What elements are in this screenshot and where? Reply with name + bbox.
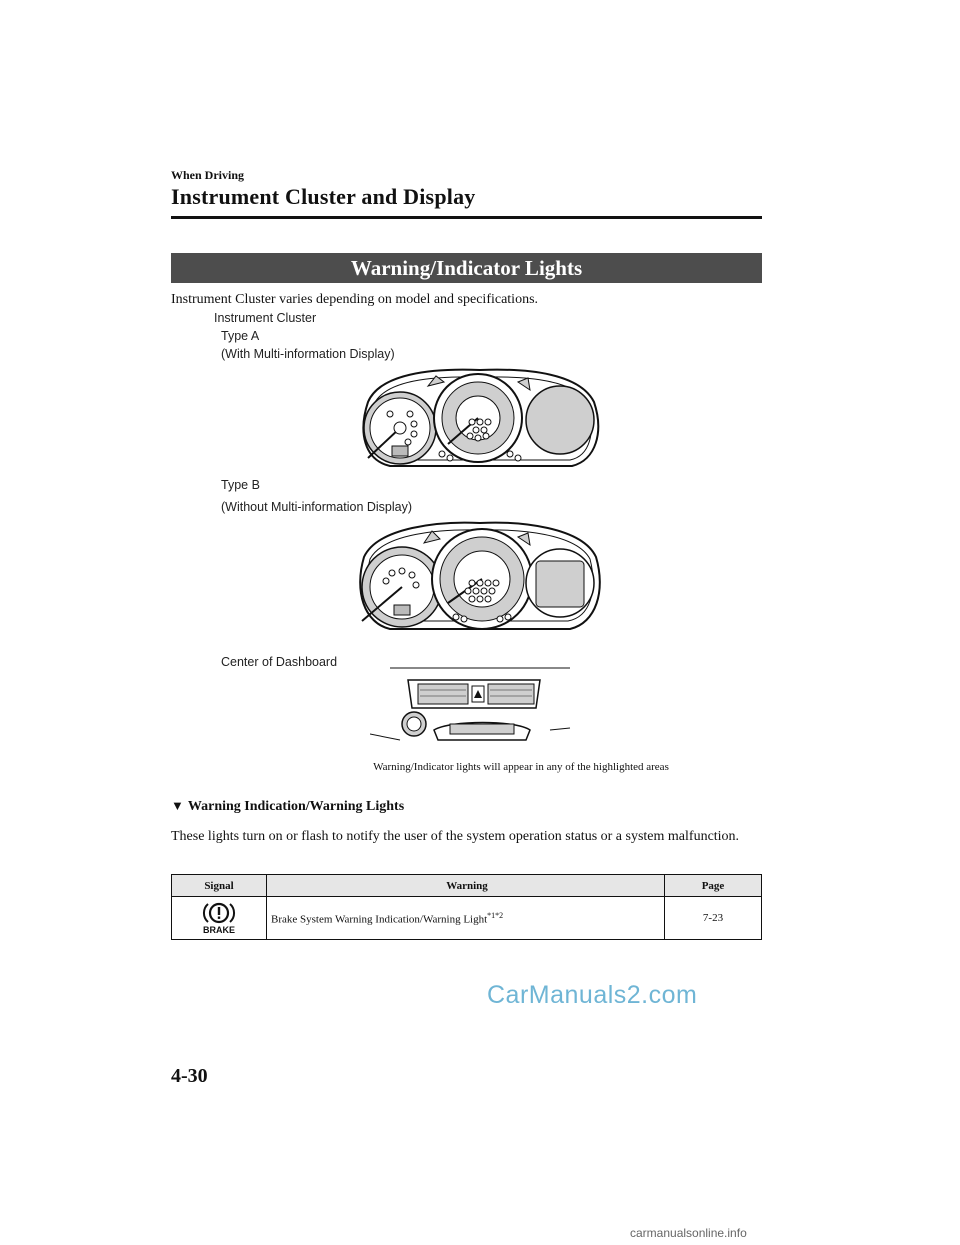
center-dashboard-label: Center of Dashboard bbox=[221, 655, 338, 669]
type-a-label: Type A bbox=[221, 329, 260, 343]
warning-footnote: *1*2 bbox=[487, 910, 504, 920]
footer-site[interactable]: carmanualsonline.info bbox=[630, 1226, 747, 1240]
header-signal: Signal bbox=[172, 875, 267, 897]
chapter-title: Instrument Cluster and Display bbox=[171, 184, 476, 209]
triangle-down-icon: ▼ bbox=[171, 798, 184, 813]
cluster-type-a-illustration bbox=[350, 362, 610, 474]
page-number: 4-30 bbox=[171, 1065, 208, 1087]
warning-cell bbox=[267, 897, 665, 940]
cluster-type-b-illustration bbox=[350, 517, 610, 637]
center-dashboard-illustration bbox=[370, 660, 580, 750]
section-label: When Driving bbox=[171, 168, 245, 182]
instrument-cluster-label: Instrument Cluster bbox=[214, 311, 317, 325]
chapter-rule bbox=[171, 216, 762, 219]
type-b-sublabel: (Without Multi-information Display) bbox=[221, 500, 413, 514]
subsection-title-text: Warning Indication/Warning Lights bbox=[187, 799, 405, 814]
signal-cell bbox=[172, 897, 267, 940]
watermark-logo[interactable]: CarManuals2.com bbox=[487, 981, 698, 1009]
section-banner: Warning/Indicator Lights bbox=[171, 253, 762, 283]
brake-icon-text: BRAKE bbox=[202, 924, 236, 934]
warning-light-table bbox=[171, 874, 762, 940]
header-warning: Warning bbox=[267, 875, 665, 897]
type-b-label: Type B bbox=[221, 478, 260, 492]
subsection-body: These lights turn on or flash to notify the user of the system operation status or a system malfunction. bbox=[171, 829, 740, 844]
intro-text: Instrument Cluster varies depending on model and specifications. bbox=[171, 292, 539, 307]
header-page: Page bbox=[665, 875, 762, 897]
brake-warning-icon bbox=[199, 900, 239, 934]
warning-text: Brake System Warning Indication/Warning Light bbox=[271, 913, 488, 926]
table-header-row bbox=[172, 875, 762, 897]
figure-caption: Warning/Indicator lights will appear in any of the highlighted areas bbox=[373, 761, 669, 773]
subsection-title bbox=[171, 798, 404, 815]
table-row bbox=[172, 897, 762, 940]
type-a-sublabel: (With Multi-information Display) bbox=[221, 347, 395, 361]
page-cell: 7-23 bbox=[665, 897, 762, 940]
